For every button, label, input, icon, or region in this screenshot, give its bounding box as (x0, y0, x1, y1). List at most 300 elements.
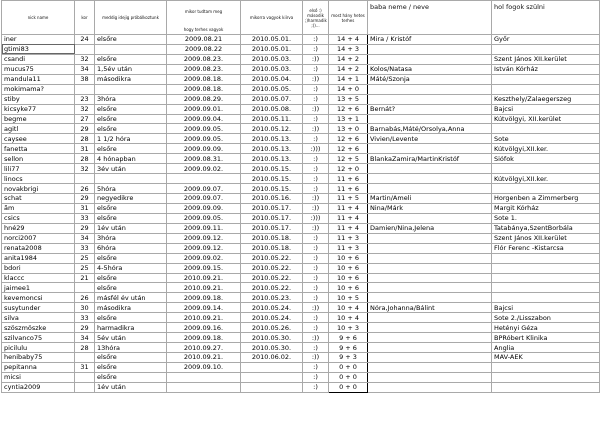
header-hany[interactable]: most hány hetes terhes (329, 1, 368, 35)
header-meddig[interactable]: meddig idejig próbálkoztunk (95, 1, 167, 35)
cell-tudtam[interactable]: 2009.08.23. (167, 54, 241, 64)
cell-meddig[interactable]: elsőre (95, 104, 167, 114)
cell-nick[interactable]: csics (2, 213, 75, 223)
cell-kor[interactable] (75, 44, 95, 54)
cell-hany[interactable]: 9 + 3 (329, 353, 368, 363)
cell-tudtam[interactable]: 2009.08.22 (167, 44, 241, 54)
cell-meddig[interactable]: másodikra (95, 303, 167, 313)
cell-hany[interactable]: 12 + 5 (329, 154, 368, 164)
cell-nick[interactable]: schat (2, 194, 75, 204)
cell-nick[interactable]: begme (2, 114, 75, 124)
cell-tudtam[interactable]: 2010.09.21. (167, 313, 241, 323)
cell-baba[interactable]: Vivien/Levente (368, 134, 492, 144)
cell-meddig[interactable]: elsőre (95, 114, 167, 124)
cell-hanyadik[interactable]: :) (303, 164, 329, 174)
cell-baba[interactable]: Bernát? (368, 104, 492, 114)
cell-hany[interactable]: 9 + 6 (329, 343, 368, 353)
cell-meddig[interactable]: elsőre (95, 283, 167, 293)
cell-baba[interactable] (368, 263, 492, 273)
cell-baba[interactable] (368, 184, 492, 194)
cell-nick[interactable]: csandi (2, 54, 75, 64)
cell-kor[interactable] (75, 283, 95, 293)
cell-nick[interactable]: kicsyke77 (2, 104, 75, 114)
cell-hany[interactable]: 13 + 0 (329, 124, 368, 134)
cell-nick[interactable]: gtimi83 (2, 44, 75, 54)
cell-vagyok[interactable]: 2010.05.22. (241, 263, 303, 273)
cell-nick[interactable]: linocs (2, 174, 75, 184)
cell-kor[interactable] (75, 84, 95, 94)
cell-vagyok[interactable]: 2010.05.15. (241, 174, 303, 184)
cell-meddig[interactable]: 1 1/2 hóra (95, 134, 167, 144)
cell-kor[interactable]: 34 (75, 233, 95, 243)
cell-vagyok[interactable]: 2010.05.03. (241, 54, 303, 64)
cell-kor[interactable]: 31 (75, 203, 95, 213)
cell-hol[interactable] (492, 44, 600, 54)
cell-baba[interactable]: Mira / Kristóf (368, 35, 492, 45)
cell-baba[interactable]: Kolos/Natasa (368, 64, 492, 74)
cell-hol[interactable]: Bajcsi (492, 104, 600, 114)
cell-hany[interactable]: 11 + 3 (329, 243, 368, 253)
cell-nick[interactable]: silva (2, 313, 75, 323)
cell-meddig[interactable]: harmadikra (95, 323, 167, 333)
cell-kor[interactable]: 30 (75, 303, 95, 313)
cell-baba[interactable] (368, 174, 492, 184)
cell-hol[interactable]: Hetényi Géza (492, 323, 600, 333)
cell-nick[interactable]: pepitanna (2, 362, 75, 372)
cell-tudtam[interactable]: 2009.09.07. (167, 194, 241, 204)
cell-hol[interactable]: Anglia (492, 343, 600, 353)
cell-baba[interactable] (368, 343, 492, 353)
cell-hanyadik[interactable]: :) (303, 323, 329, 333)
cell-hanyadik[interactable]: :) (303, 35, 329, 45)
header-kor[interactable]: kor (75, 1, 95, 35)
cell-meddig[interactable]: elsőre (95, 203, 167, 213)
cell-kor[interactable]: 29 (75, 323, 95, 333)
cell-hanyadik[interactable]: :)) (303, 333, 329, 343)
cell-kor[interactable]: 29 (75, 223, 95, 233)
cell-baba[interactable] (368, 313, 492, 323)
cell-vagyok[interactable]: 2010.05.08. (241, 104, 303, 114)
cell-hany[interactable]: 11 + 4 (329, 213, 368, 223)
cell-baba[interactable] (368, 243, 492, 253)
cell-kor[interactable]: 26 (75, 184, 95, 194)
cell-meddig[interactable]: elsőre (95, 253, 167, 263)
cell-nick[interactable]: hné29 (2, 223, 75, 233)
cell-nick[interactable]: mandula11 (2, 74, 75, 84)
cell-hany[interactable]: 9 + 6 (329, 333, 368, 343)
cell-tudtam[interactable]: 2009.09.05. (167, 124, 241, 134)
cell-nick[interactable]: norci2007 (2, 233, 75, 243)
cell-hany[interactable]: 0 + 0 (329, 382, 368, 392)
cell-tudtam[interactable]: 2009.08.31. (167, 154, 241, 164)
cell-meddig[interactable] (95, 84, 167, 94)
cell-hany[interactable]: 12 + 0 (329, 164, 368, 174)
cell-hanyadik[interactable]: :) (303, 233, 329, 243)
cell-nick[interactable]: sellon (2, 154, 75, 164)
cell-vagyok[interactable]: 2010.05.15. (241, 184, 303, 194)
cell-baba[interactable]: Damien/Nina,Jelena (368, 223, 492, 233)
cell-tudtam[interactable]: 2009.08.18. (167, 84, 241, 94)
cell-kor[interactable] (75, 174, 95, 184)
cell-baba[interactable]: BlankaZamira/MartinKristóf (368, 154, 492, 164)
header-hol[interactable]: hol fogok szülni (492, 1, 600, 35)
cell-vagyok[interactable]: 2010.05.16. (241, 194, 303, 204)
cell-hol[interactable] (492, 253, 600, 263)
cell-baba[interactable] (368, 293, 492, 303)
cell-vagyok[interactable]: 2010.06.02. (241, 353, 303, 363)
cell-nick[interactable]: fanetta (2, 144, 75, 154)
cell-baba[interactable] (368, 372, 492, 382)
cell-hol[interactable]: Tatabánya,SzentBorbála (492, 223, 600, 233)
cell-tudtam[interactable]: 2009.09.09. (167, 144, 241, 154)
cell-hol[interactable] (492, 164, 600, 174)
cell-tudtam[interactable]: 2010.09.21. (167, 283, 241, 293)
cell-hol[interactable] (492, 84, 600, 94)
cell-meddig[interactable]: 3év után (95, 164, 167, 174)
cell-nick[interactable]: caysee (2, 134, 75, 144)
cell-vagyok[interactable]: 2010.05.01. (241, 35, 303, 45)
cell-baba[interactable] (368, 164, 492, 174)
cell-hany[interactable]: 12 + 6 (329, 104, 368, 114)
cell-hany[interactable]: 0 + 0 (329, 372, 368, 382)
cell-hanyadik[interactable]: :)) (303, 54, 329, 64)
cell-vagyok[interactable]: 2010.05.23. (241, 293, 303, 303)
cell-hol[interactable] (492, 74, 600, 84)
cell-baba[interactable] (368, 382, 492, 392)
cell-tudtam[interactable]: 2009.08.21 (167, 35, 241, 45)
cell-kor[interactable]: 32 (75, 104, 95, 114)
header-nick[interactable]: nick name (2, 1, 75, 35)
cell-nick[interactable]: renata2008 (2, 243, 75, 253)
cell-vagyok[interactable]: 2010.05.17. (241, 223, 303, 233)
cell-hol[interactable] (492, 263, 600, 273)
cell-tudtam[interactable]: 2009.09.02. (167, 253, 241, 263)
cell-hany[interactable]: 14 + 1 (329, 74, 368, 84)
cell-baba[interactable] (368, 283, 492, 293)
cell-vagyok[interactable] (241, 382, 303, 392)
cell-vagyok[interactable] (241, 372, 303, 382)
cell-hanyadik[interactable]: :)) (303, 194, 329, 204)
cell-hany[interactable]: 11 + 4 (329, 203, 368, 213)
cell-hany[interactable]: 11 + 6 (329, 174, 368, 184)
cell-hanyadik[interactable]: :) (303, 283, 329, 293)
cell-baba[interactable]: Nóra,Johanna/Bálint (368, 303, 492, 313)
cell-meddig[interactable]: 4-5hóra (95, 263, 167, 273)
cell-kor[interactable]: 28 (75, 343, 95, 353)
cell-meddig[interactable]: elsőre (95, 213, 167, 223)
cell-hany[interactable]: 14 + 2 (329, 54, 368, 64)
cell-nick[interactable]: iner (2, 35, 75, 45)
cell-hol[interactable]: Szent János XII.kerület (492, 54, 600, 64)
cell-hany[interactable]: 11 + 4 (329, 223, 368, 233)
cell-tudtam[interactable]: 2009.09.18. (167, 293, 241, 303)
cell-hany[interactable]: 13 + 5 (329, 94, 368, 104)
cell-tudtam[interactable]: 2009.09.10. (167, 362, 241, 372)
cell-tudtam[interactable] (167, 174, 241, 184)
cell-hanyadik[interactable]: :)) (303, 74, 329, 84)
cell-kor[interactable]: 24 (75, 35, 95, 45)
cell-meddig[interactable]: másfél év után (95, 293, 167, 303)
cell-kor[interactable]: 25 (75, 263, 95, 273)
cell-hanyadik[interactable]: :)) (303, 353, 329, 363)
cell-hol[interactable]: Győr (492, 35, 600, 45)
cell-hol[interactable] (492, 184, 600, 194)
cell-hany[interactable]: 10 + 5 (329, 293, 368, 303)
cell-hanyadik[interactable]: :) (303, 273, 329, 283)
cell-vagyok[interactable]: 2010.05.26. (241, 323, 303, 333)
cell-vagyok[interactable]: 2010.05.24. (241, 313, 303, 323)
cell-nick[interactable]: novakbrigi (2, 184, 75, 194)
cell-meddig[interactable] (95, 174, 167, 184)
cell-kor[interactable]: 29 (75, 194, 95, 204)
cell-hol[interactable]: István Kórház (492, 64, 600, 74)
cell-tudtam[interactable]: 2009.08.29. (167, 94, 241, 104)
cell-hol[interactable] (492, 293, 600, 303)
cell-kor[interactable]: 33 (75, 213, 95, 223)
cell-meddig[interactable]: elsőre (95, 362, 167, 372)
cell-hanyadik[interactable]: :)) (303, 124, 329, 134)
cell-vagyok[interactable]: 2010.05.24. (241, 303, 303, 313)
cell-baba[interactable] (368, 333, 492, 343)
cell-tudtam[interactable]: 2010.09.21. (167, 273, 241, 283)
cell-vagyok[interactable]: 2010.05.30. (241, 343, 303, 353)
cell-tudtam[interactable]: 2009.09.01. (167, 104, 241, 114)
cell-vagyok[interactable] (241, 362, 303, 372)
cell-hanyadik[interactable]: :) (303, 372, 329, 382)
cell-vagyok[interactable]: 2010.05.04. (241, 74, 303, 84)
cell-hany[interactable]: 10 + 6 (329, 263, 368, 273)
cell-nick[interactable]: mucus75 (2, 64, 75, 74)
cell-hanyadik[interactable]: :) (303, 313, 329, 323)
cell-kor[interactable]: 23 (75, 94, 95, 104)
cell-kor[interactable]: 33 (75, 243, 95, 253)
cell-hol[interactable] (492, 372, 600, 382)
cell-hol[interactable]: Bajcsi (492, 303, 600, 313)
cell-tudtam[interactable]: 2009.09.16. (167, 323, 241, 333)
cell-nick[interactable]: jaimee1 (2, 283, 75, 293)
cell-hanyadik[interactable]: :) (303, 64, 329, 74)
cell-tudtam[interactable]: 2009.09.02. (167, 164, 241, 174)
cell-vagyok[interactable]: 2010.05.18. (241, 243, 303, 253)
cell-kor[interactable] (75, 372, 95, 382)
cell-hany[interactable]: 10 + 4 (329, 313, 368, 323)
cell-tudtam[interactable] (167, 372, 241, 382)
cell-hany[interactable]: 10 + 6 (329, 273, 368, 283)
cell-tudtam[interactable]: 2009.08.18. (167, 74, 241, 84)
cell-kor[interactable]: 27 (75, 114, 95, 124)
cell-baba[interactable] (368, 94, 492, 104)
cell-hany[interactable]: 10 + 3 (329, 323, 368, 333)
cell-hanyadik[interactable]: :) (303, 154, 329, 164)
cell-baba[interactable] (368, 233, 492, 243)
cell-vagyok[interactable]: 2010.05.13. (241, 144, 303, 154)
cell-hanyadik[interactable]: :) (303, 174, 329, 184)
cell-kor[interactable]: 25 (75, 253, 95, 263)
cell-kor[interactable]: 34 (75, 64, 95, 74)
cell-tudtam[interactable]: 2009.09.07. (167, 184, 241, 194)
cell-meddig[interactable]: elsőre (95, 353, 167, 363)
cell-kor[interactable] (75, 382, 95, 392)
cell-hanyadik[interactable]: :) (303, 293, 329, 303)
cell-meddig[interactable]: elsőre (95, 273, 167, 283)
cell-hol[interactable]: Kútvölgyi,XII.ker. (492, 144, 600, 154)
header-hanyadik[interactable]: első :) második ;)harmadik ;))... (303, 1, 329, 35)
cell-hol[interactable] (492, 362, 600, 372)
cell-hany[interactable]: 12 + 6 (329, 134, 368, 144)
cell-hany[interactable]: 0 + 0 (329, 362, 368, 372)
cell-hany[interactable]: 12 + 6 (329, 144, 368, 154)
cell-meddig[interactable]: elsőre (95, 124, 167, 134)
cell-hol[interactable] (492, 283, 600, 293)
cell-meddig[interactable]: negyedikre (95, 194, 167, 204)
cell-meddig[interactable]: másodikra (95, 74, 167, 84)
cell-baba[interactable] (368, 273, 492, 283)
cell-vagyok[interactable]: 2010.05.17. (241, 203, 303, 213)
header-baba[interactable]: baba neme / neve (368, 1, 492, 35)
cell-hanyadik[interactable]: :) (303, 362, 329, 372)
cell-kor[interactable]: 28 (75, 154, 95, 164)
cell-nick[interactable]: lili77 (2, 164, 75, 174)
cell-nick[interactable]: mokimama? (2, 84, 75, 94)
cell-hol[interactable]: Sote (492, 134, 600, 144)
cell-hanyadik[interactable]: :) (303, 253, 329, 263)
cell-baba[interactable] (368, 144, 492, 154)
cell-tudtam[interactable]: 2009.08.23. (167, 64, 241, 74)
cell-vagyok[interactable]: 2010.05.12. (241, 124, 303, 134)
cell-hol[interactable] (492, 382, 600, 392)
cell-hol[interactable]: Margit Kórház (492, 203, 600, 213)
cell-kor[interactable]: 32 (75, 54, 95, 64)
cell-meddig[interactable]: 3hóra (95, 94, 167, 104)
cell-hol[interactable]: Horgenben a Zimmerberg (492, 194, 600, 204)
cell-hany[interactable]: 10 + 4 (329, 303, 368, 313)
cell-kor[interactable]: 28 (75, 134, 95, 144)
cell-hanyadik[interactable]: :)) (303, 223, 329, 233)
cell-vagyok[interactable]: 2010.05.13. (241, 154, 303, 164)
cell-baba[interactable] (368, 114, 492, 124)
cell-baba[interactable] (368, 353, 492, 363)
cell-kor[interactable]: 21 (75, 273, 95, 283)
cell-vagyok[interactable]: 2010.05.22. (241, 273, 303, 283)
cell-tudtam[interactable]: 2009.09.09. (167, 203, 241, 213)
cell-hol[interactable]: Siófok (492, 154, 600, 164)
cell-meddig[interactable]: 4 hónapban (95, 154, 167, 164)
cell-tudtam[interactable]: 2009.09.12. (167, 233, 241, 243)
cell-nick[interactable]: szöszmöszke (2, 323, 75, 333)
cell-hol[interactable]: Sote 1. (492, 213, 600, 223)
cell-hol[interactable]: MAV-AEK (492, 353, 600, 363)
cell-hol[interactable]: Kútvölgyi, XII.kerület (492, 114, 600, 124)
cell-hol[interactable] (492, 273, 600, 283)
cell-nick[interactable]: stiby (2, 94, 75, 104)
cell-hol[interactable]: Keszthely/Zalaegerszeg (492, 94, 600, 104)
cell-meddig[interactable]: 5hóra (95, 184, 167, 194)
cell-kor[interactable]: 38 (75, 74, 95, 84)
cell-nick[interactable]: picilulu (2, 343, 75, 353)
cell-hany[interactable]: 10 + 6 (329, 253, 368, 263)
cell-meddig[interactable] (95, 44, 167, 54)
cell-hol[interactable]: BPRóbert Klinika (492, 333, 600, 343)
cell-hany[interactable]: 11 + 5 (329, 194, 368, 204)
cell-hany[interactable]: 14 + 2 (329, 64, 368, 74)
cell-hany[interactable]: 14 + 0 (329, 84, 368, 94)
cell-baba[interactable]: Barnabás,Máté/Orsolya,Anna (368, 124, 492, 134)
cell-tudtam[interactable]: 2009.09.14. (167, 303, 241, 313)
cell-meddig[interactable]: 1,5év után (95, 64, 167, 74)
cell-baba[interactable]: Nina/Márk (368, 203, 492, 213)
cell-meddig[interactable]: elsőre (95, 35, 167, 45)
cell-nick[interactable]: susytunder (2, 303, 75, 313)
cell-nick[interactable]: agitl (2, 124, 75, 134)
cell-nick[interactable]: bdori (2, 263, 75, 273)
cell-vagyok[interactable]: 2010.05.22. (241, 253, 303, 263)
cell-kor[interactable]: 29 (75, 124, 95, 134)
cell-vagyok[interactable]: 2010.05.11. (241, 114, 303, 124)
cell-tudtam[interactable]: 2009.09.05. (167, 134, 241, 144)
cell-hol[interactable]: Flór Ferenc -Kistarcsa (492, 243, 600, 253)
cell-baba[interactable] (368, 54, 492, 64)
cell-hol[interactable]: Sote 2./Lisszabon (492, 313, 600, 323)
cell-vagyok[interactable]: 2010.05.05. (241, 84, 303, 94)
cell-baba[interactable] (368, 362, 492, 372)
cell-meddig[interactable]: 13hóra (95, 343, 167, 353)
cell-tudtam[interactable]: 2009.09.11. (167, 223, 241, 233)
cell-nick[interactable]: kevemoncsi (2, 293, 75, 303)
cell-tudtam[interactable]: 2009.09.18. (167, 333, 241, 343)
cell-hanyadik[interactable]: :) (303, 44, 329, 54)
cell-vagyok[interactable]: 2010.05.07. (241, 94, 303, 104)
cell-tudtam[interactable]: 2009.09.12. (167, 243, 241, 253)
cell-hanyadik[interactable]: :)) (303, 104, 329, 114)
cell-hany[interactable]: 10 + 6 (329, 283, 368, 293)
cell-hany[interactable]: 11 + 3 (329, 233, 368, 243)
cell-kor[interactable]: 33 (75, 313, 95, 323)
cell-vagyok[interactable]: 2010.05.15. (241, 164, 303, 174)
cell-hanyadik[interactable]: :))) (303, 213, 329, 223)
cell-meddig[interactable]: elsőre (95, 144, 167, 154)
cell-tudtam[interactable]: 2009.09.05. (167, 213, 241, 223)
cell-hol[interactable] (492, 124, 600, 134)
cell-hanyadik[interactable]: :) (303, 134, 329, 144)
cell-nick[interactable]: szilvanco75 (2, 333, 75, 343)
cell-tudtam[interactable]: 2010.09.27. (167, 343, 241, 353)
cell-hanyadik[interactable]: :)) (303, 303, 329, 313)
cell-tudtam[interactable]: 2009.09.04. (167, 114, 241, 124)
cell-baba[interactable] (368, 44, 492, 54)
cell-kor[interactable]: 31 (75, 144, 95, 154)
cell-baba[interactable]: Máté/Szonja (368, 74, 492, 84)
cell-tudtam[interactable]: 2010.09.21. (167, 353, 241, 363)
header-vagyok[interactable]: mikorra vagyok kiírva (241, 1, 303, 35)
cell-nick[interactable]: klaccc (2, 273, 75, 283)
cell-hanyadik[interactable]: :)) (303, 203, 329, 213)
cell-kor[interactable]: 26 (75, 293, 95, 303)
cell-hol[interactable]: Szent János XII.kerület (492, 233, 600, 243)
cell-vagyok[interactable]: 2010.05.13. (241, 134, 303, 144)
cell-hanyadik[interactable]: :) (303, 84, 329, 94)
cell-hany[interactable]: 11 + 6 (329, 184, 368, 194)
cell-hanyadik[interactable]: :) (303, 114, 329, 124)
cell-meddig[interactable]: elsőre (95, 372, 167, 382)
cell-hanyadik[interactable]: :) (303, 184, 329, 194)
cell-hanyadik[interactable]: :) (303, 263, 329, 273)
cell-tudtam[interactable]: 2009.09.15. (167, 263, 241, 273)
cell-nick[interactable]: henibaby75 (2, 353, 75, 363)
cell-meddig[interactable]: 3hóra (95, 233, 167, 243)
header-tudtam[interactable] (167, 1, 241, 35)
cell-kor[interactable] (75, 353, 95, 363)
cell-hany[interactable]: 13 + 1 (329, 114, 368, 124)
